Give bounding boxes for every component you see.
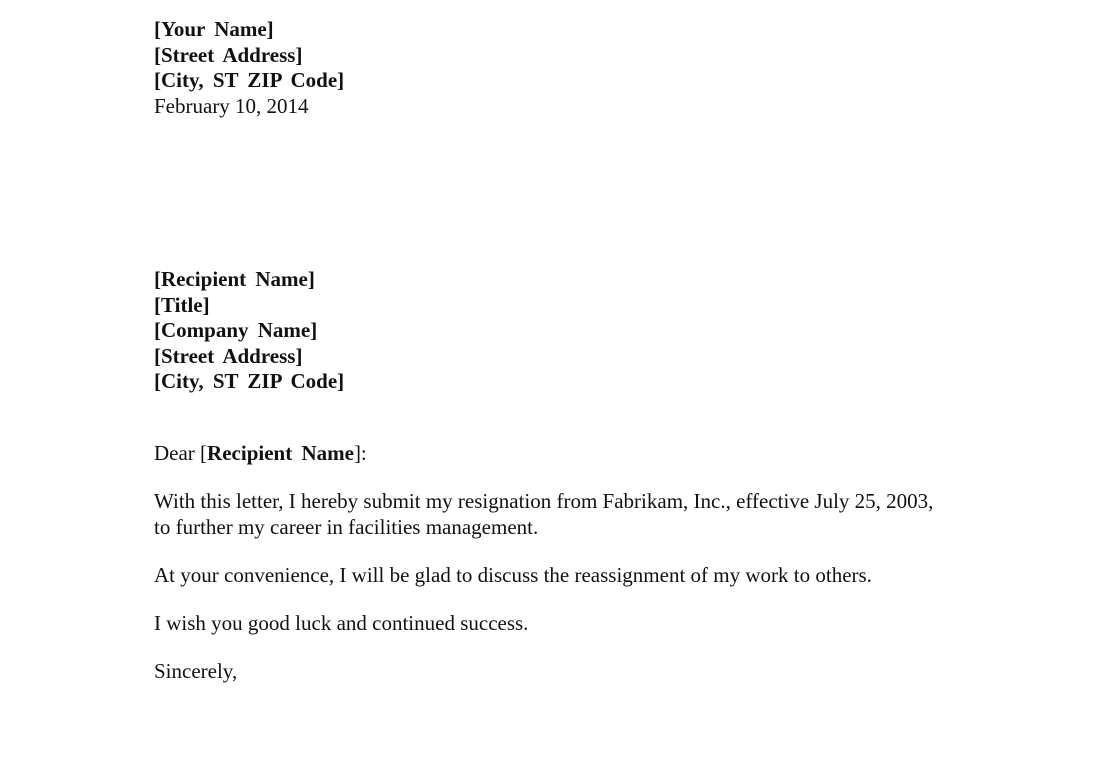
sender-street: [Street Address] [154, 42, 303, 67]
salutation [154, 440, 954, 466]
body-paragraph-wishes: I wish you good luck and continued success. [154, 610, 529, 635]
recipient-name: [Recipient Name] [154, 267, 315, 291]
salutation-prefix: Dear [ [154, 440, 208, 465]
salutation-name: Recipient Name [207, 440, 354, 465]
recipient-title: [Title] [154, 292, 210, 317]
letter-date: February 10, 2014 [154, 93, 309, 118]
recipient-city: [City, ST ZIP Code] [154, 369, 345, 393]
sender-name: [Your Name] [154, 17, 274, 41]
closing: Sincerely, [154, 658, 238, 683]
recipient-address-block [154, 267, 954, 395]
salutation-suffix: ]: [353, 440, 367, 465]
recipient-company: [Company Name] [154, 318, 318, 342]
sender-city: [City, ST ZIP Code] [154, 68, 345, 92]
sender-address-block [154, 17, 954, 119]
body-paragraph-reassignment: At your convenience, I will be glad to discuss the reassignment of my work to others. [154, 562, 872, 587]
body-paragraph-resignation: With this letter, I hereby submit my resignation from Fabrikam, Inc., effective July 25, 2003, to further my career in facilities management. [154, 488, 934, 539]
recipient-street: [Street Address] [154, 343, 303, 368]
letter-document [154, 17, 954, 684]
